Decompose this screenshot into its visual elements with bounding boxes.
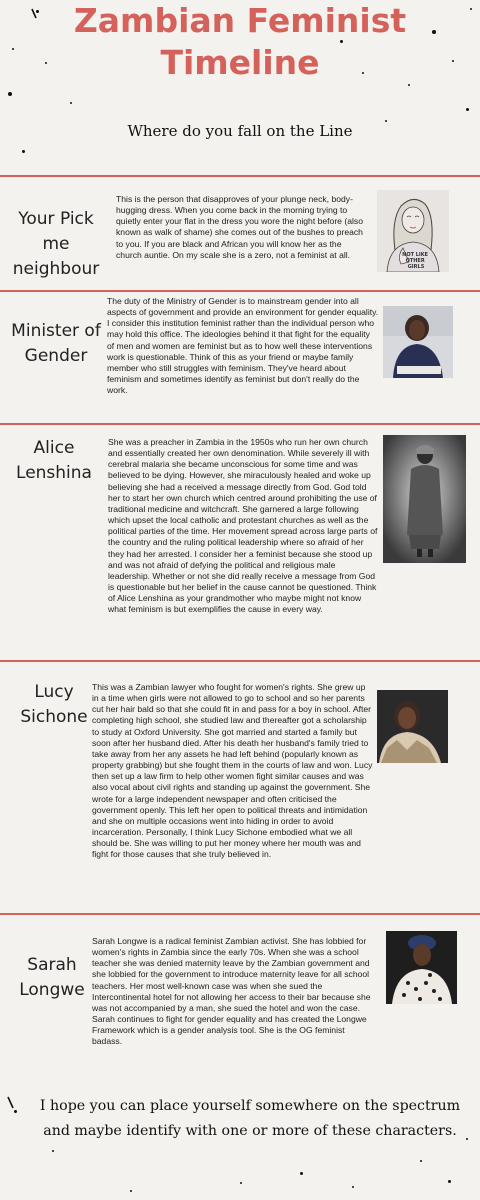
shirt-text: NOT LIKE [402,252,429,258]
page-title [0,0,480,84]
decorative-stroke [6,1096,16,1110]
sarah-longwe-photo-icon [386,931,457,1004]
decorative-speck [8,92,12,96]
lucy-sichone-photo-icon [377,690,448,763]
minister-photo-icon [383,306,453,378]
decorative-speck [22,150,25,153]
photo-alice-lenshina [383,435,466,563]
decorative-speck [52,1150,54,1152]
section-divider [0,913,480,915]
decorative-speck [448,1180,451,1183]
photo-sarah-longwe [386,931,457,1004]
decorative-speck [14,1110,17,1113]
title-line-2: Timeline [160,43,320,82]
title-line-1: Zambian Feminist [73,1,407,40]
entry-description-alice-lenshina: She was a preacher in Zambia in the 1950s who run her own church and essentially created her own denomination. While severely ill with cerebral malaria she became unconscious for some time and was believed to be dying. However, she miraculously healed and woke up believing she had a received a message directly from God. God told her to start her own church which centred around prohibiting the use of traditional medicine and witchcraft. She garnered a large following which upset the local catholic and protestant churches as well as the political parties of the time. Her movement spread across large parts of the country and the ruling political leadership where so afraid of her they had her arrested. I consider her a feminist because she stood up and was not afraid of defying the political and religious male leadership. Whether or not she did really receive a message from God is questionable but her belief in the cause cannot be questioned. Think of Alice Lenshina as your grandmother who maybe might not know what feminism is but exemplifies the cause in every way. [108,437,378,615]
section-divider [0,290,480,292]
entry-name-sarah-longwe: Sarah Longwe [19,955,85,1000]
svg-text:NOT LIKE OTHER GIR: NOT LIKE OTHER GIRLS [402,252,429,270]
photo-minister-of-gender [383,306,453,378]
decorative-speck [420,1160,422,1162]
alice-lenshina-photo-icon [383,435,466,563]
illustration-pick-me-neighbour [377,190,449,272]
entry-name-lucy-sichone: Lucy Sichone [20,682,88,727]
decorative-speck [466,108,469,111]
entry-name-alice-lenshina: Alice Lenshina [16,438,92,483]
section-divider [0,423,480,425]
closing-statement: I hope you can place yourself somewhere on the spectrum and maybe identify with one or more of these characters. [39,1098,461,1139]
entry-description-minister-of-gender: The duty of the Ministry of Gender is to mainstream gender into all aspects of government and provide an environment for gender equality. I consider this institution feminist rather than the individual person who may hold this office. The ideologies behind it that fight for the equality of men and women are feminist but as to how well these interventions work is questionable. Think of this as your friend or maybe family member who still struggles with feminism. They've heard about feminism and sometimes identify as feminist but don't really do the work. [107,296,379,396]
photo-lucy-sichone [377,690,448,763]
decorative-speck [240,1182,242,1184]
entry-description-pick-me-neighbour: This is the person that disapproves of your plunge neck, body-hugging dress. When you come back in the morning trying to quietly enter your flat in the dress you wore the night before (also known as walk of shame) she comes out of the bushes to preach to you. If you are black and African you will know her as the church auntie. On my scale she is a zero, not a feminist at all. [116,194,363,260]
section-divider [0,660,480,662]
decorative-speck [408,84,410,86]
decorative-speck [70,102,72,104]
decorative-speck [352,1186,354,1188]
decorative-speck [130,1190,132,1192]
page-subtitle: Where do you fall on the Line [127,122,353,140]
entry-description-lucy-sichone: This was a Zambian lawyer who fought for women's rights. She grew up in a time when girls were not allowed to go to school and so her parents cut her hair bald so that she could fit in and pass for a boy in school. After completing high school, she studied law and thereafter got a scholarship to study at Oxford University. She got married and started a family but soon after her husband died. After his death her husband's family tried to take away from her any assets he had left behind (popularly known as property grabbing) but she fought them in the courts of law and won. Lucy then set up a law firm to help other women fight similar causes and was also vocal about civil rights and standing up against the government. She wrote for a large independent newspaper and often criticised the government openly. This left her open to political threats and intimidation and she on multiple occasions went into hiding in order to avoid incarceration. Personally, I think Lucy Sichone embodied what we all should be. She was willing to put her money where her mouth was and fight for those causes that she truly believed in. [92,682,373,860]
section-divider [0,175,480,177]
woman-illustration-icon [377,190,449,272]
entry-description-sarah-longwe: Sarah Longwe is a radical feminist Zambian activist. She has lobbied for women's rights in Zambia since the early 70s. When she was a school teacher she was denied maternity leave by the Zambian government and she lobbied for the government to introduce maternity leave for all school teachers. Her most well-known case was when she sued the Intercontinental hotel for not allowing her access to their bar because she was not accompanied by a man, she sued the hotel and won the case. Sarah continues to fight for gender equality and has created the Longwe Framework which is a gender analysis tool. She is the OG feminist badass. [92,936,371,1047]
entry-name-pick-me-neighbour: Your Pick me neighbour [12,209,100,279]
entry-name-minister-of-gender: Minister of Gender [11,321,101,366]
decorative-speck [300,1172,303,1175]
